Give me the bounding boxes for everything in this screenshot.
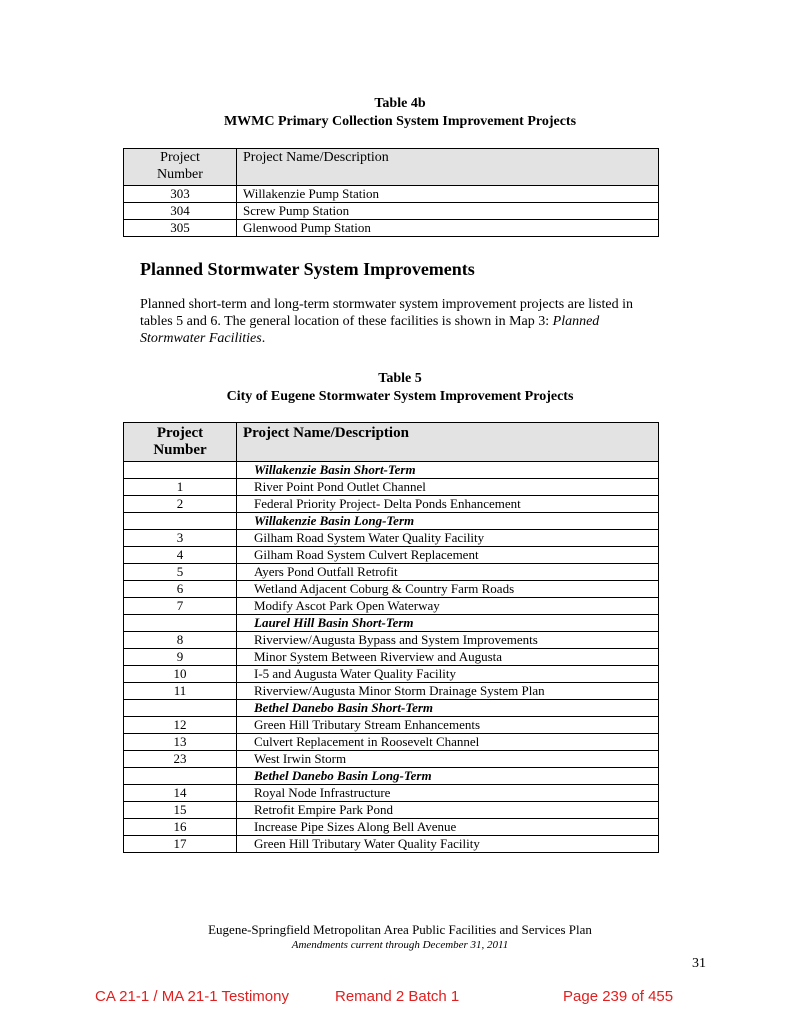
basin-subheader: Bethel Danebo Basin Long-Term	[237, 768, 659, 785]
project-number: 3	[124, 530, 237, 547]
project-name: Royal Node Infrastructure	[237, 785, 659, 802]
project-number: 14	[124, 785, 237, 802]
project-number: 11	[124, 683, 237, 700]
project-name: Glenwood Pump Station	[237, 220, 659, 237]
project-name: I-5 and Augusta Water Quality Facility	[237, 666, 659, 683]
table-5-number: Table 5	[378, 371, 422, 386]
project-number: 10	[124, 666, 237, 683]
project-name: Gilham Road System Culvert Replacement	[237, 547, 659, 564]
project-number	[124, 768, 237, 785]
project-name: West Irwin Storm	[237, 751, 659, 768]
project-number: 2	[124, 496, 237, 513]
project-number	[124, 615, 237, 632]
table-5-title	[0, 370, 800, 406]
table-row	[124, 581, 659, 598]
basin-subheader-row	[124, 513, 659, 530]
project-number	[124, 462, 237, 479]
basin-subheader: Willakenzie Basin Short-Term	[237, 462, 659, 479]
project-name: Retrofit Empire Park Pond	[237, 802, 659, 819]
table-4b-header-row	[124, 149, 659, 186]
project-name: Ayers Pond Outfall Retrofit	[237, 564, 659, 581]
project-number: 13	[124, 734, 237, 751]
footer-amendments: Amendments current through December 31, 2011	[291, 939, 509, 951]
table-row	[124, 836, 659, 853]
table-row	[124, 632, 659, 649]
table-5	[123, 422, 659, 853]
project-number: 7	[124, 598, 237, 615]
table-row	[124, 598, 659, 615]
basin-subheader: Bethel Danebo Basin Short-Term	[237, 700, 659, 717]
table-row	[124, 547, 659, 564]
project-name: Culvert Replacement in Roosevelt Channel	[237, 734, 659, 751]
stamp-page: Page 239 of 455	[563, 988, 674, 1005]
table-row	[124, 649, 659, 666]
table-5-caption: City of Eugene Stormwater System Improvement Projects	[226, 389, 574, 404]
stamp-batch: Remand 2 Batch 1	[335, 988, 460, 1005]
project-number: 8	[124, 632, 237, 649]
table-row	[124, 479, 659, 496]
project-number: 304	[124, 203, 237, 220]
table-4b-header-number: Project Number	[124, 149, 237, 186]
page-number: 31	[692, 956, 706, 971]
section-paragraph: Planned short-term and long-term stormwater system improvement projects are listed in tables 5 and 6. The general location of these facilities is shown in Map 3: Planned Stormwater Facilities.	[140, 297, 633, 346]
project-name: Screw Pump Station	[237, 203, 659, 220]
project-number: 305	[124, 220, 237, 237]
project-name: Federal Priority Project- Delta Ponds Enhancement	[237, 496, 659, 513]
project-name: Riverview/Augusta Minor Storm Drainage System Plan	[237, 683, 659, 700]
table-row	[124, 530, 659, 547]
table-5-header-name: Project Name/Description	[237, 423, 659, 462]
project-name: Minor System Between Riverview and Augusta	[237, 649, 659, 666]
project-number: 23	[124, 751, 237, 768]
project-number: 12	[124, 717, 237, 734]
basin-subheader: Laurel Hill Basin Short-Term	[237, 615, 659, 632]
table-row	[124, 785, 659, 802]
project-name: River Point Pond Outlet Channel	[237, 479, 659, 496]
table-row	[124, 717, 659, 734]
table-row	[124, 496, 659, 513]
table-row	[124, 734, 659, 751]
project-number: 15	[124, 802, 237, 819]
basin-subheader-row	[124, 462, 659, 479]
table-row	[124, 186, 659, 203]
project-name: Riverview/Augusta Bypass and System Improvements	[237, 632, 659, 649]
table-4b-title	[0, 95, 800, 131]
project-name: Wetland Adjacent Coburg & Country Farm Roads	[237, 581, 659, 598]
table-row	[124, 802, 659, 819]
table-4b-number: Table 4b	[374, 96, 426, 111]
table-4b-header-name: Project Name/Description	[237, 149, 659, 186]
basin-subheader-row	[124, 768, 659, 785]
project-number: 6	[124, 581, 237, 598]
table-row	[124, 666, 659, 683]
project-number: 9	[124, 649, 237, 666]
project-name: Green Hill Tributary Stream Enhancements	[237, 717, 659, 734]
project-name: Modify Ascot Park Open Waterway	[237, 598, 659, 615]
table-row	[124, 203, 659, 220]
project-number: 1	[124, 479, 237, 496]
project-name: Willakenzie Pump Station	[237, 186, 659, 203]
table-row	[124, 564, 659, 581]
project-number	[124, 513, 237, 530]
table-5-header-number: Project Number	[124, 423, 237, 462]
basin-subheader-row	[124, 700, 659, 717]
project-number: 5	[124, 564, 237, 581]
project-name: Increase Pipe Sizes Along Bell Avenue	[237, 819, 659, 836]
table-row	[124, 683, 659, 700]
project-number: 16	[124, 819, 237, 836]
table-4b-caption: MWMC Primary Collection System Improvement Projects	[223, 114, 577, 129]
table-row	[124, 751, 659, 768]
table-row	[124, 819, 659, 836]
project-number: 4	[124, 547, 237, 564]
project-number	[124, 700, 237, 717]
table-5-header-row	[124, 423, 659, 462]
footer-plan-title: Eugene-Springfield Metropolitan Area Public Facilities and Services Plan	[208, 922, 592, 937]
project-name: Green Hill Tributary Water Quality Facility	[237, 836, 659, 853]
project-number: 17	[124, 836, 237, 853]
basin-subheader-row	[124, 615, 659, 632]
project-number: 303	[124, 186, 237, 203]
table-4b	[123, 148, 659, 237]
basin-subheader: Willakenzie Basin Long-Term	[237, 513, 659, 530]
section-heading: Planned Stormwater System Improvements	[140, 259, 475, 279]
project-name: Gilham Road System Water Quality Facility	[237, 530, 659, 547]
stamp-testimony: CA 21-1 / MA 21-1 Testimony	[95, 988, 289, 1005]
table-row	[124, 220, 659, 237]
